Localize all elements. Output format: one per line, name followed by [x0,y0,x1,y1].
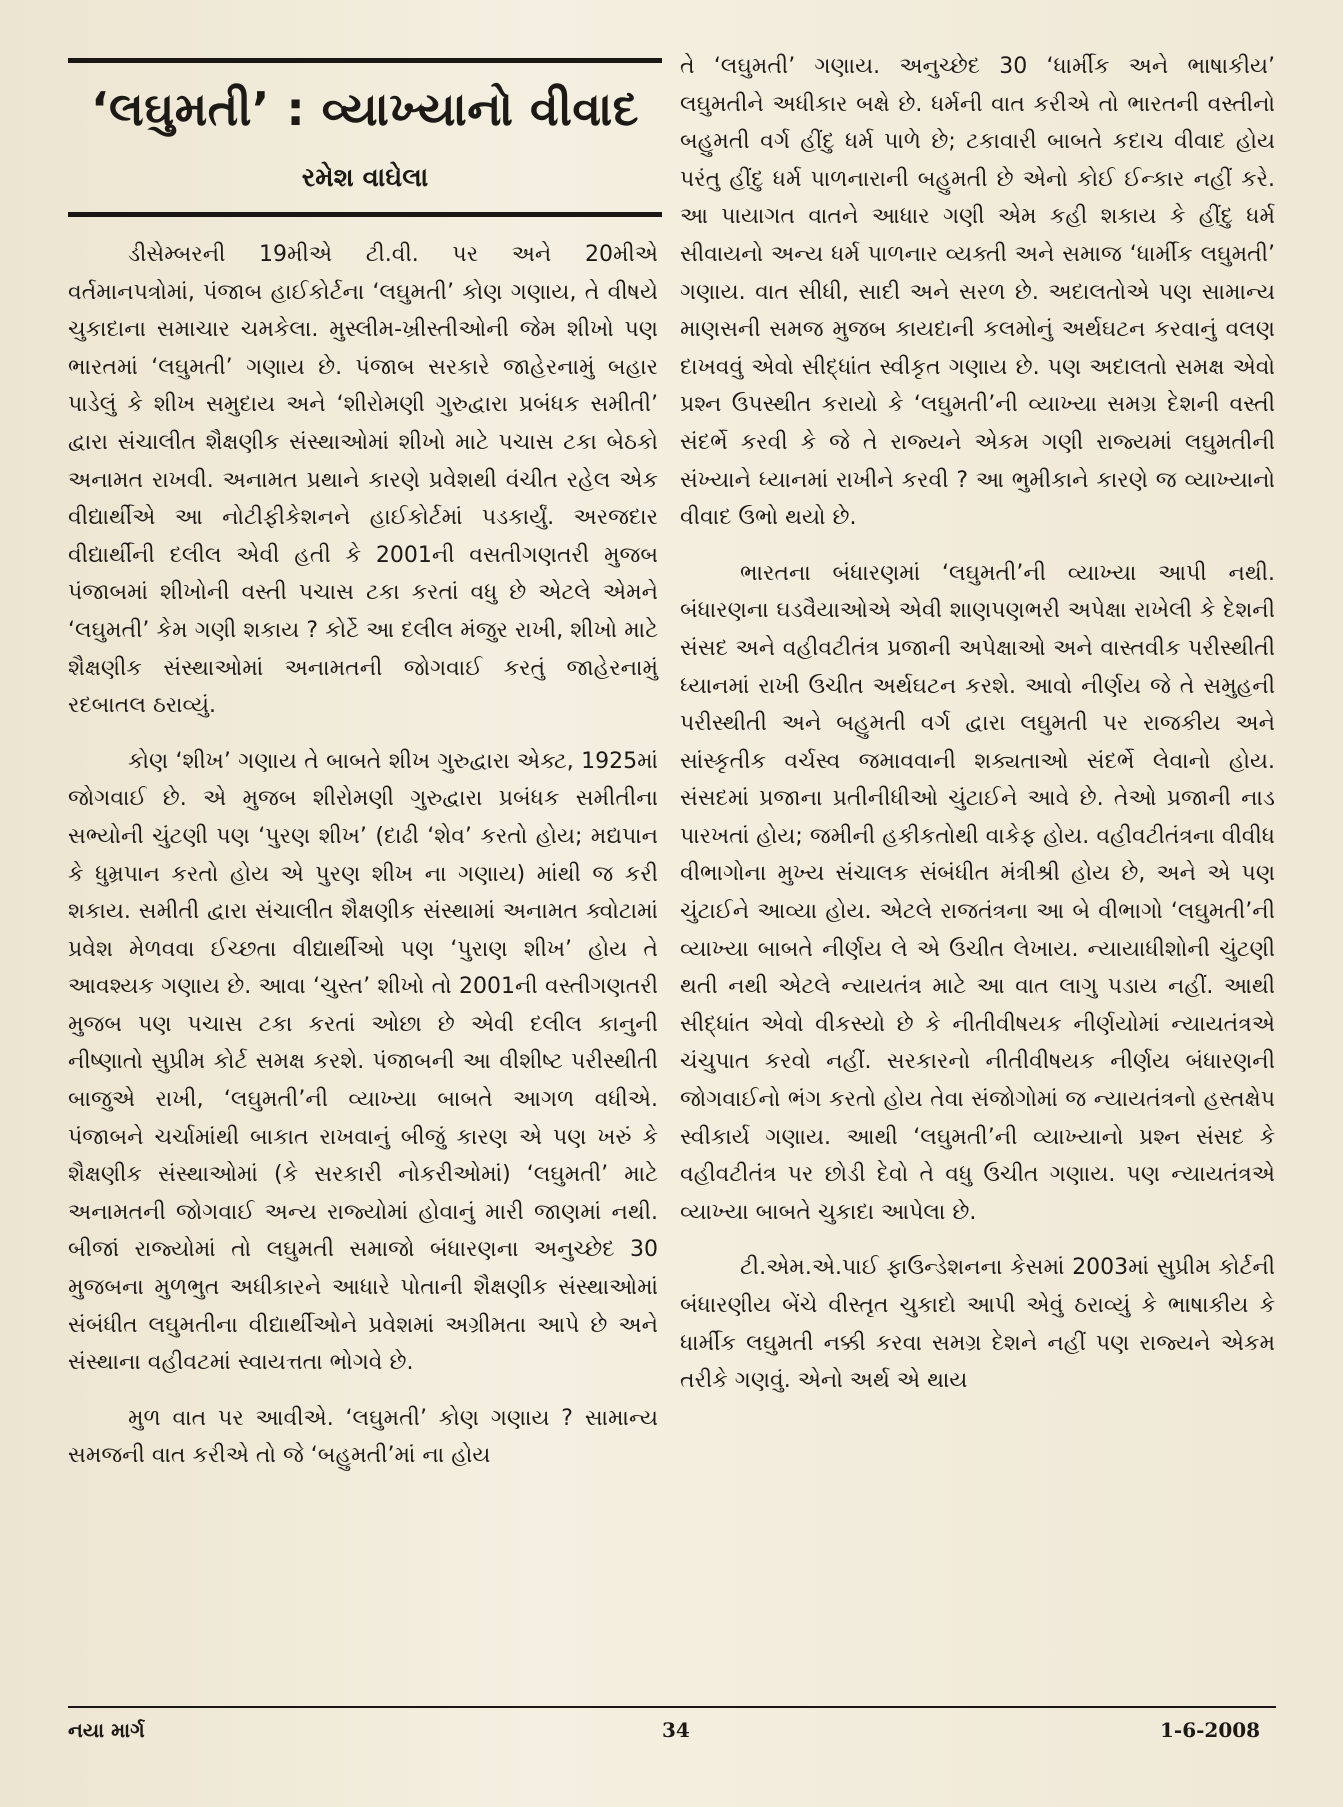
article-author: રમેશ વાઘેલા [301,163,429,193]
title-bottom-rule [68,212,662,217]
title-top-rule [68,58,662,63]
paragraph: મુળ વાત પર આવીએ. ‘લઘુમતી’ કોણ ગણાય ? સામાન્ય સમજની વાત કરીએ તો જે ‘બહુમતી’માં ના હોય [68,1405,658,1469]
footer-rule [68,1706,1276,1708]
footer-page-number: 34 [662,1718,690,1742]
paragraph: ટી.એમ.એ.પાઈ ફાઉન્ડેશનના કેસમાં 2003માં સુપ્રીમ કોર્ટની બંધારણીય બેંચે વીસ્તૃત ચુકાદો આપી એવું ઠરાવ્યું કે ભાષાકીય કે ધાર્મીક લઘુમતી નક્કી કરવા સમગ્ર દેશને નહીં પણ રાજ્યને એકમ તરીકે ગણવું. એનો અર્થ એ થાય [680,1255,1275,1394]
article-title: ‘લઘુમતી’ : વ્યાખ્યાનો વીવાદ [90,82,640,136]
footer-publication: નયા માર્ગ [68,1718,145,1742]
footer-date: 1-6-2008 [1160,1718,1261,1742]
paragraph: તે ‘લઘુમતી’ ગણાય. અનુચ્છેદ 30 ‘ધાર્મીક અને ભાષાકીય’ લઘુમતીને અધીકાર બક્ષે છે. ધર્મની વાત કરીએ તો ભારતની વસ્તીનો બહુમતી વર્ગ હીંદુ ધર્મ પાળે છે; ટકાવારી બાબતે કદાચ વીવાદ હોય પરંતુ હીંદુ ધર્મ પાળનારાની બહુમતી છે એનો કોઈ ઈન્કાર નહીં કરે. આ પાયાગત વાતને આધાર ગણી એમ કહી શકાય કે હીંદુ ધર્મ સીવાયનો અન્ય ધર્મ પાળનાર વ્યક્તી અને સમાજ ‘ધાર્મીક લઘુમતી’ ગણાય. વાત સીધી, સાદી અને સરળ છે. અદાલતોએ પણ સામાન્ય માણસની સમજ મુજબ કાયદાની કલમોનું અર્થઘટન કરવાનું વલણ દાખવવું એવો સીદ્ધાંત સ્વીકૃત ગણાય છે. પણ અદાલતો સમક્ષ એવો પ્રશ્ન ઉપસ્થીત કરાયો કે ‘લઘુમતી’ની વ્યાખ્યા સમગ્ર દેશની વસ્તી સંદર્ભે કરવી કે જે તે રાજ્યને એકમ ગણી રાજ્યમાં લઘુમતીની સંખ્યાને ધ્યાનમાં રાખીને કરવી ? આ ભુમીકાને કારણે જ વ્યાખ્યાનો વીવાદ ઉભો થયો છે. [680,54,1275,531]
right-column [680,48,1275,1400]
paragraph: ડીસેમ્બરની 19મીએ ટી.વી. પર અને 20મીએ વર્તમાનપત્રોમાં, પંજાબ હાઈકોર્ટના ‘લઘુમતી’ કોણ ગણાય, તે વીષયે ચુકાદાના સમાચાર ચમકેલા. મુસ્લીમ-ખ્રીસ્તીઓની જેમ શીખો પણ ભારતમાં ‘લઘુમતી’ ગણાય છે. પંજાબ સરકારે જાહેરનામું બહાર પાડેલું કે શીખ સમુદાય અને ‘શીરોમણી ગુરુદ્વારા પ્રબંધક સમીતી’ દ્વારા સંચાલીત શૈક્ષણીક સંસ્થાઓમાં શીખો માટે પચાસ ટકા બેઠકો અનામત રાખવી. અનામત પ્રથાને કારણે પ્રવેશથી વંચીત રહેલ એક વીદ્યાર્થીએ આ નોટીફીકેશનને હાઈકોર્ટમાં પડકાર્યું. અરજદાર વીદ્યાર્થીની દલીલ એવી હતી કે 2001ની વસતીગણતરી મુજબ પંજાબમાં શીખોની વસ્તી પચાસ ટકા કરતાં વધુ છે એટલે એમને ‘લઘુમતી’ કેમ ગણી શકાય ? કોર્ટે આ દલીલ મંજુર રાખી, શીખો માટે શૈક્ષણીક સંસ્થાઓમાં અનામતની જોગવાઈ કરતું જાહેરનામું રદબાતલ ઠરાવ્યું. [68,242,658,719]
paragraph: કોણ ‘શીખ’ ગણાય તે બાબતે શીખ ગુરુદ્વારા એક્ટ, 1925માં જોગવાઈ છે. એ મુજબ શીરોમણી ગુરુદ્વારા પ્રબંધક સમીતીના સભ્યોની ચુંટણી પણ ‘પુરણ શીખ’ (દાઢી ‘શેવ’ કરતો હોય; મદ્યપાન કે ધુમ્રપાન કરતો હોય એ પુરણ શીખ ના ગણાય) માંથી જ કરી શકાય. સમીતી દ્વારા સંચાલીત શૈક્ષણીક સંસ્થામાં અનામત ક્વોટામાં પ્રવેશ મેળવવા ઈચ્છતા વીદ્યાર્થીઓ પણ ‘પુરાણ શીખ’ હોય તે આવશ્યક ગણાય છે. આવા ‘ચુસ્ત’ શીખો તો 2001ની વસ્તીગણતરી મુજબ પણ પચાસ ટકા કરતાં ઓછા છે એવી દલીલ કાનુની નીષ્ણાતો સુપ્રીમ કોર્ટ સમક્ષ કરશે. પંજાબની આ વીશીષ્ટ પરીસ્થીતી બાજુએ રાખી, ‘લઘુમતી’ની વ્યાખ્યા બાબતે આગળ વધીએ. પંજાબને ચર્ચામાંથી બાકાત રાખવાનું બીજું કારણ એ પણ ખરું કે શૈક્ષણીક સંસ્થાઓમાં (કે સરકારી નોકરીઓમાં) ‘લઘુમતી’ માટે અનામતની જોગવાઈ અન્ય રાજ્યોમાં હોવાનું મારી જાણમાં નથી. બીજાં રાજ્યોમાં તો લઘુમતી સમાજો બંધારણના અનુચ્છેદ 30 મુજબના મુળભુત અધીકારને આધારે પોતાની શૈક્ષણીક સંસ્થાઓમાં સંબંધીત લઘુમતીના વીદ્યાર્થીઓને પ્રવેશમાં અગ્રીમતા આપે છે અને સંસ્થાના વહીવટમાં સ્વાયત્તતા ભોગવે છે. [68,748,658,1376]
left-column [68,236,658,1475]
paragraph: ભારતના બંધારણમાં ‘લઘુમતી’ની વ્યાખ્યા આપી નથી. બંધારણના ઘડવૈયાઓએ એવી શાણપણભરી અપેક્ષા રાખેલી કે દેશની સંસદ અને વહીવટીતંત્ર પ્રજાની અપેક્ષાઓ અને વાસ્તવીક પરીસ્થીતી ધ્યાનમાં રાખી ઉચીત અર્થઘટન કરશે. આવો નીર્ણય જે તે સમુહની પરીસ્થીતી અને બહુમતી વર્ગ દ્વારા લઘુમતી પર રાજકીય અને સાંસ્કૃતીક વર્ચસ્વ જમાવવાની શક્યતાઓ સંદર્ભે લેવાનો હોય. સંસદમાં પ્રજાના પ્રતીનીધીઓ ચુંટાઈને આવે છે. તેઓ પ્રજાની નાડ પારખતાં હોય; જમીની હકીકતોથી વાકેફ હોય. વહીવટીતંત્રના વીવીધ વીભાગોના મુખ્ય સંચાલક સંબંધીત મંત્રીશ્રી હોય છે, અને એ પણ ચુંટાઈને આવ્યા હોય. એટલે રાજતંત્રના આ બે વીભાગો ‘લઘુમતી’ની વ્યાખ્યા બાબતે નીર્ણય લે એ ઉચીત લેખાય. ન્યાયાધીશોની ચુંટણી થતી નથી એટલે ન્યાયતંત્ર માટે આ વાત લાગુ પડાય નહીં. આથી સીદ્ધાંત એવો વીકસ્યો છે કે નીતીવીષયક નીર્ણયોમાં ન્યાયતંત્રએ ચંચુપાત કરવો નહીં. સરકારનો નીતીવીષયક નીર્ણય બંધારણની જોગવાઈનો ભંગ કરતો હોય તેવા સંજોગોમાં જ ન્યાયતંત્રનો હસ્તક્ષેપ સ્વીકાર્ય ગણાય. આથી ‘લઘુમતી’ની વ્યાખ્યાનો પ્રશ્ન સંસદ કે વહીવટીતંત્ર પર છોડી દેવો તે વધુ ઉચીત ગણાય. પણ ન્યાયતંત્રએ વ્યાખ્યા બાબતે ચુકાદા આપેલા છે. [680,560,1275,1225]
